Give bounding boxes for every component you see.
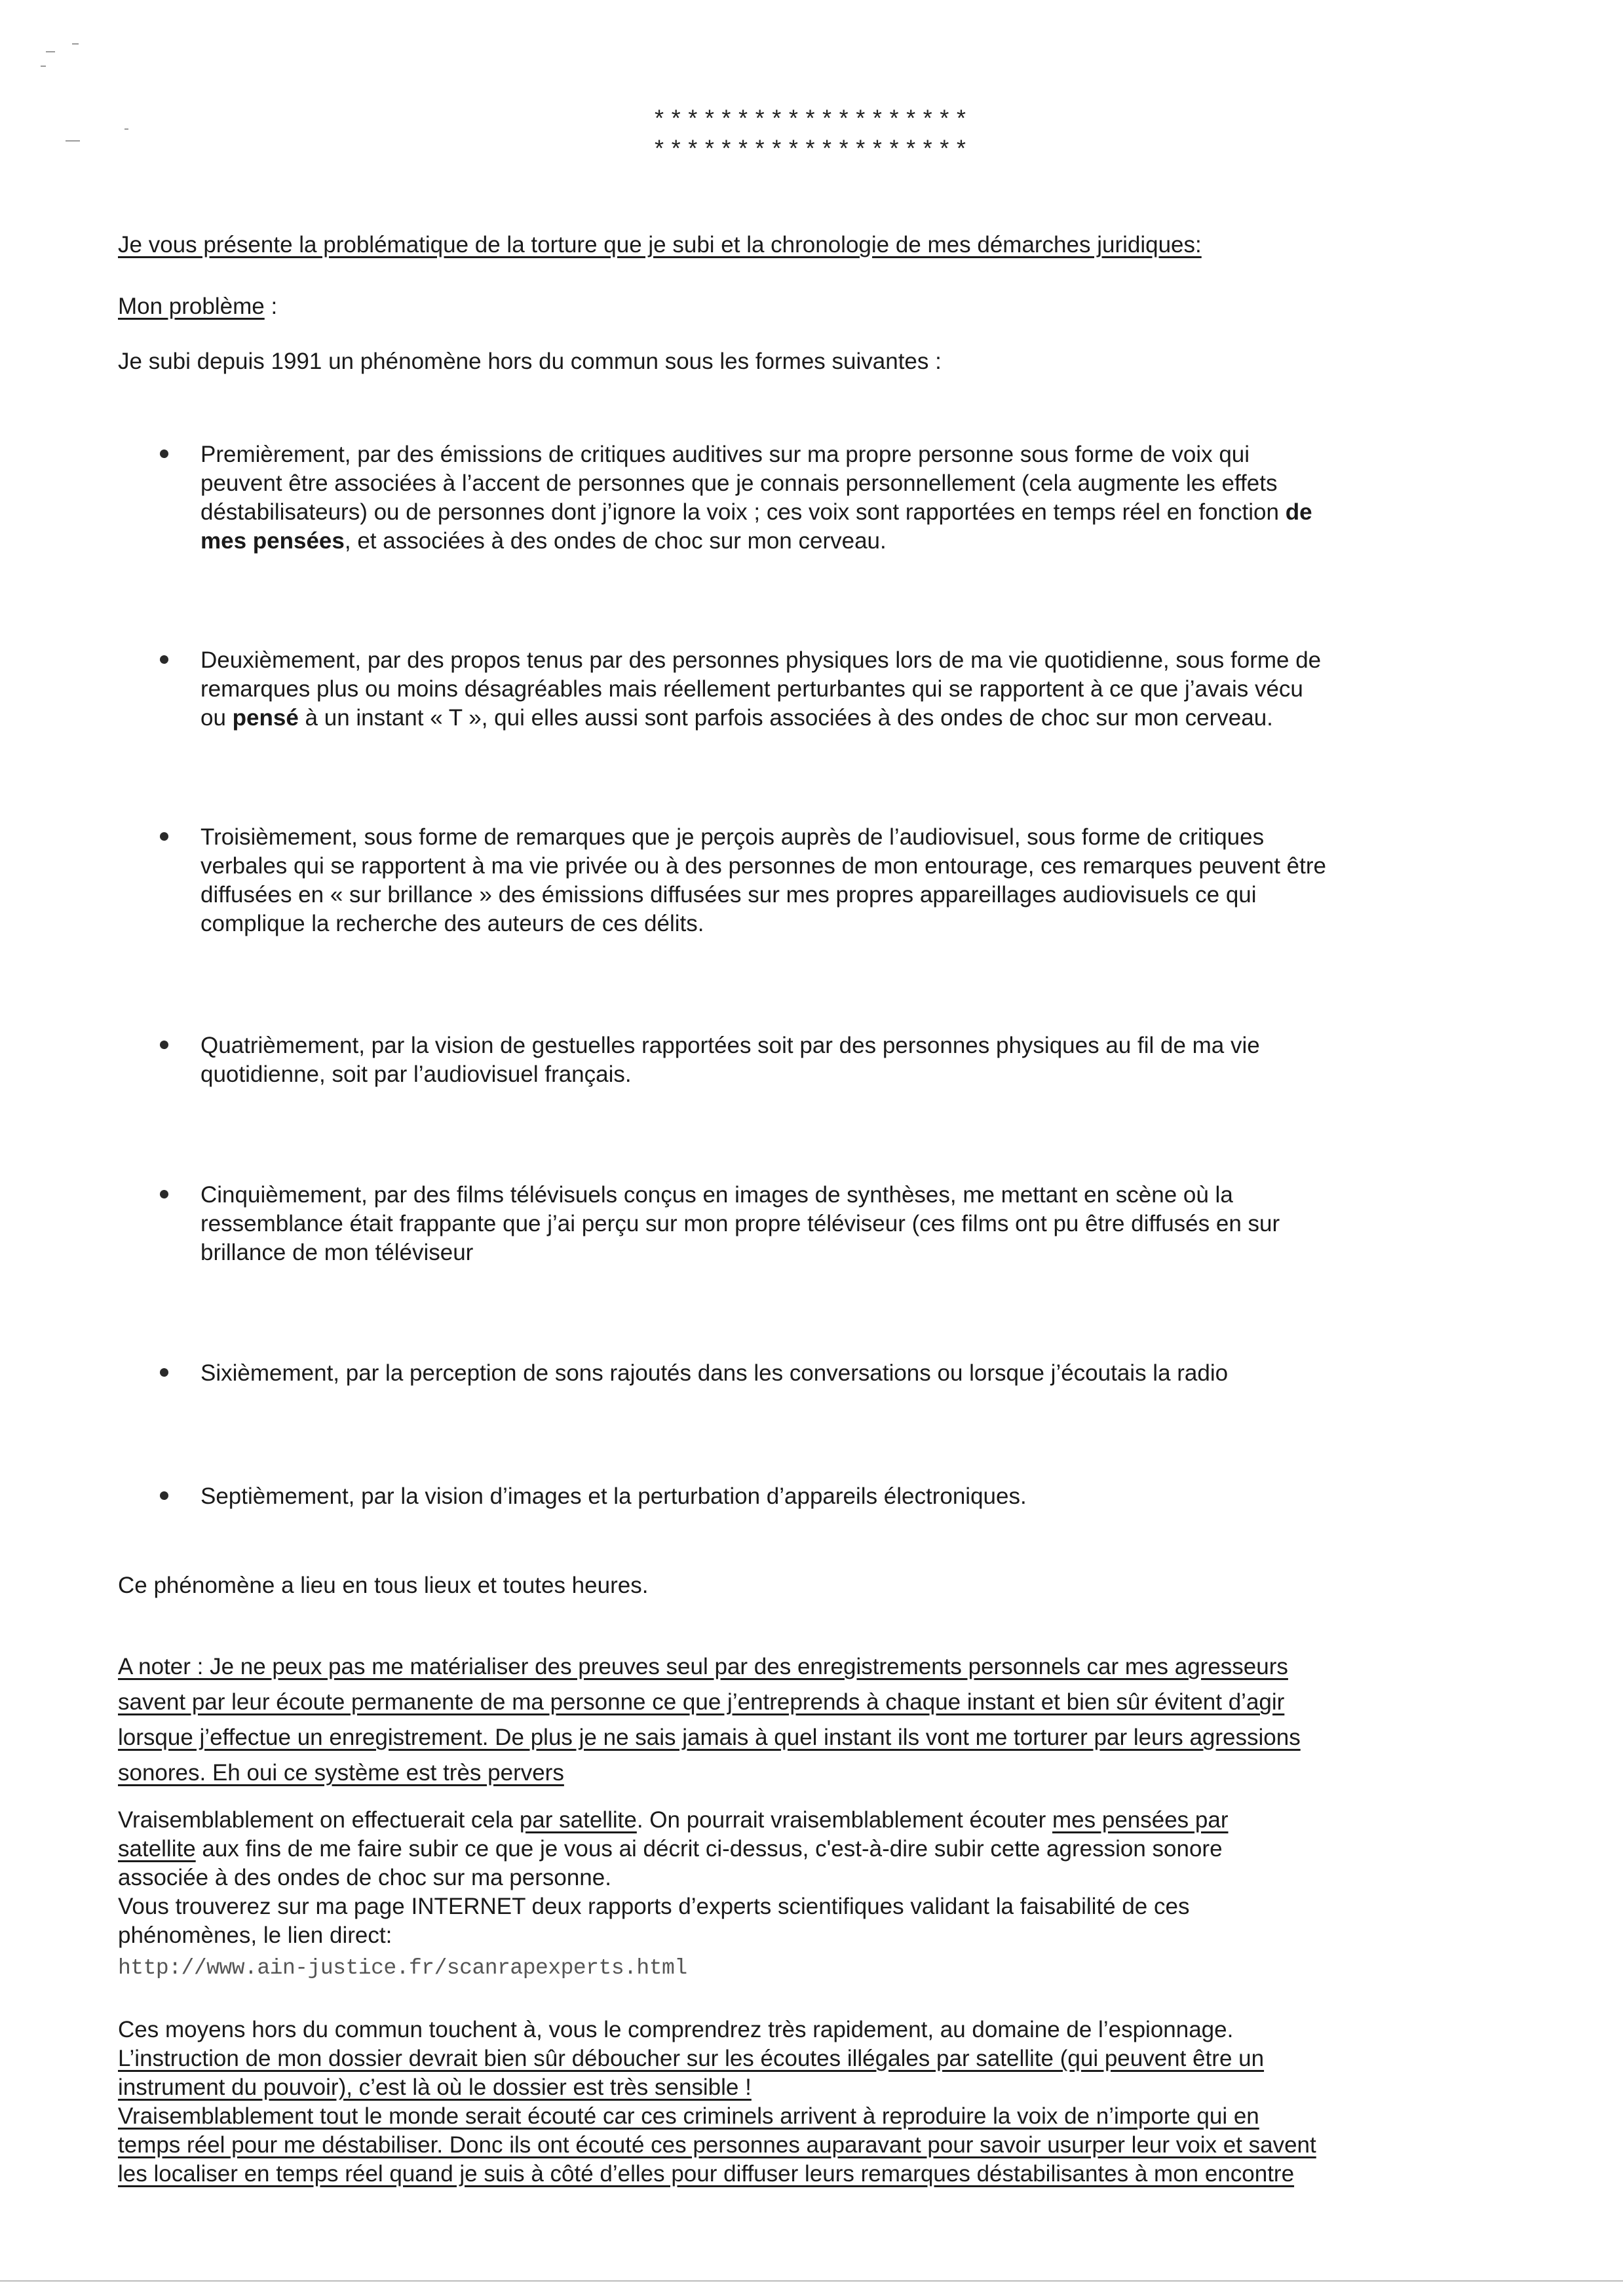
bullet-line: brillance de mon téléviseur: [200, 1240, 474, 1265]
problem-label: Mon problème: [118, 294, 265, 319]
bullet-line: ressemblance était frappante que j’ai perçu sur mon propre téléviseur (ces films ont pu être diffusés en sur: [200, 1211, 1280, 1236]
underlined-text: mes pensées par: [1052, 1807, 1229, 1833]
bullet-icon: [160, 655, 168, 664]
experts-link[interactable]: http://www.ain-justice.fr/scanrapexperts.html: [118, 1956, 687, 1980]
bold-text: pensé: [232, 705, 299, 731]
bullet-line: Sixièmement, par la perception de sons rajoutés dans les conversations ou lorsque j’écoutais la radio: [200, 1360, 1229, 1386]
bullet-line: Cinquièmement, par des films télévisuels conçus en images de synthèses, me mettant en scène où la: [200, 1182, 1233, 1208]
closing-line: Ces moyens hors du commun touchent à, vous le comprendrez très rapidement, au domaine de l’espionnage.: [118, 2017, 1234, 2042]
bullet-icon: [160, 1041, 168, 1049]
bullet-line: verbales qui se rapportent à ma vie privée ou à des personnes de mon entourage, ces remarques peuvent être: [200, 853, 1326, 879]
bullet-line: complique la recherche des auteurs de ces délits.: [200, 911, 704, 936]
bullet-line: Quatrièmement, par la vision de gestuelles rapportées soit par des personnes physiques au fil de ma vie: [200, 1033, 1260, 1058]
satellite-line: associée à des ondes de choc sur ma personne.: [118, 1865, 611, 1890]
bold-text: mes pensées: [200, 528, 345, 554]
bullet-line: mes pensées, et associées à des ondes de choc sur mon cerveau.: [200, 528, 887, 554]
closing-line: Vraisemblablement tout le monde serait écouté car ces criminels arrivent à reproduire la voix de n’importe qui en: [118, 2103, 1259, 2129]
closing-line: L’instruction de mon dossier devrait bien sûr déboucher sur les écoutes illégales par satellite (qui peuvent être un: [118, 2046, 1265, 2071]
problem-colon: :: [264, 294, 278, 319]
satellite-line: satellite aux fins de me faire subir ce que je vous ai décrit ci-dessus, c'est-à-dire subir cette agression sonore: [118, 1836, 1223, 1862]
underlined-text: satellite: [118, 1836, 196, 1862]
bullet-line: Premièrement, par des émissions de critiques auditives sur ma propre personne sous forme de voix qui: [200, 442, 1250, 467]
note-line: lorsque j’effectue un enregistrement. De plus je ne sais jamais à quel instant ils vont me torturer par leurs agressions: [118, 1725, 1301, 1750]
bullet-icon: [160, 1190, 168, 1198]
scan-speck: [46, 51, 55, 52]
closing-line: les localiser en temps réel quand je suis à côté d’elles pour diffuser leurs remarques déstabilisantes à mon encontre: [118, 2161, 1295, 2187]
bullet-line: déstabilisateurs) ou de personnes dont j’ignore la voix ; ces voix sont rapportées en temps réel en fonction de: [200, 499, 1312, 525]
phenomenon-statement: Ce phénomène a lieu en tous lieux et toutes heures.: [118, 1573, 649, 1598]
bullet-line: ou pensé à un instant « T », qui elles aussi sont parfois associées à des ondes de choc sur mon cerveau.: [200, 705, 1273, 731]
bullet-icon: [160, 832, 168, 841]
intro-heading: Je vous présente la problématique de la torture que je subi et la chronologie de mes démarches juridiques:: [118, 232, 1202, 258]
scan-speck: [72, 43, 79, 45]
note-line: savent par leur écoute permanente de ma personne ce que j’entreprends à chaque instant et bien sûr évitent d’agir: [118, 1689, 1285, 1715]
closing-line: temps réel pour me déstabiliser. Donc ils ont écouté ces personnes auparavant pour savoir usurper leur voix et savent: [118, 2132, 1316, 2158]
note-line: A noter : Je ne peux pas me matérialiser des preuves seul par des enregistrements personnels car mes agresseurs: [118, 1654, 1288, 1679]
satellite-line: Vous trouverez sur ma page INTERNET deux rapports d’experts scientifiques validant la faisabilité de ces: [118, 1894, 1190, 1919]
bullet-line: Septièmement, par la vision d’images et la perturbation d’appareils électroniques.: [200, 1483, 1027, 1509]
stars-line-1: *******************: [652, 107, 971, 134]
bullet-icon: [160, 450, 168, 458]
satellite-line: Vraisemblablement on effectuerait cela par satellite. On pourrait vraisemblablement écouter mes pensées par: [118, 1807, 1229, 1833]
stars-line-2: *******************: [652, 138, 971, 164]
bold-text: de: [1285, 499, 1312, 525]
bullet-icon: [160, 1368, 168, 1377]
bullet-line: diffusées en « sur brillance » des émissions diffusées sur mes propres appareillages audiovisuels ce qui: [200, 882, 1257, 908]
bullet-line: Troisièmement, sous forme de remarques que je perçois auprès de l’audiovisuel, sous forme de critiques: [200, 824, 1265, 850]
bullet-icon: [160, 1491, 168, 1500]
satellite-line: phénomènes, le lien direct:: [118, 1923, 392, 1948]
bullet-line: remarques plus ou moins désagréables mais réellement perturbantes qui se rapportent à ce que j’avais vécu: [200, 676, 1303, 702]
bullet-line: Deuxièmement, par des propos tenus par des personnes physiques lors de ma vie quotidienne, sous forme de: [200, 647, 1322, 673]
page-bottom-rule: [0, 2280, 1623, 2282]
bullet-line: peuvent être associées à l’accent de personnes que je connais personnellement (cela augmente les effets: [200, 470, 1278, 496]
scan-speck: [41, 66, 46, 67]
bullet-line: quotidienne, soit par l’audiovisuel français.: [200, 1062, 632, 1087]
closing-line: instrument du pouvoir), c’est là où le dossier est très sensible !: [118, 2075, 752, 2100]
problem-label-line: [118, 292, 277, 321]
underlined-text: par satellite: [519, 1807, 637, 1833]
intro-lead: Je subi depuis 1991 un phénomène hors du commun sous les formes suivantes :: [118, 349, 942, 374]
note-line: sonores. Eh oui ce système est très pervers: [118, 1760, 564, 1786]
